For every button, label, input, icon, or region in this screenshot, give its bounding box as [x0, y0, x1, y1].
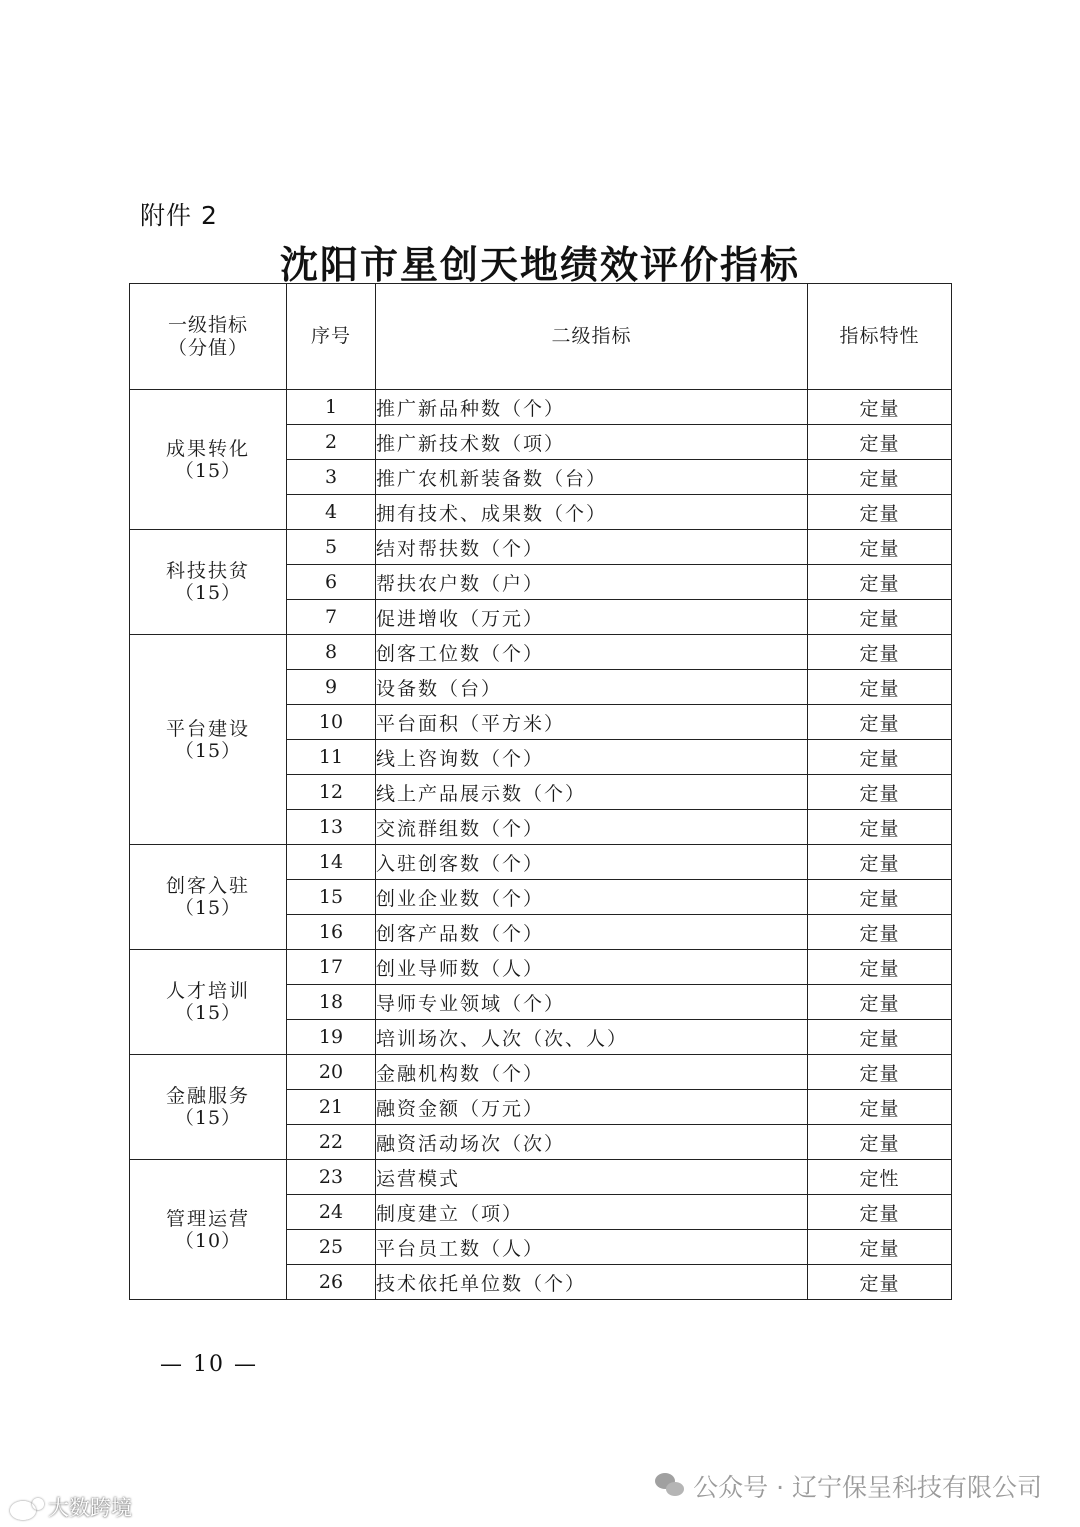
- seq-cell: 16: [287, 915, 376, 950]
- level1-indicator-cell: [130, 1055, 287, 1160]
- table-row: [130, 950, 952, 985]
- level2-indicator-cell: 创客工位数（个）: [376, 635, 808, 670]
- weibo-icon: [8, 1496, 44, 1518]
- level1-indicator-name: 成果转化: [165, 437, 250, 460]
- seq-cell: 18: [287, 985, 376, 1020]
- indicator-type-cell: 定量: [808, 740, 952, 775]
- level2-indicator-cell: 平台员工数（人）: [376, 1230, 808, 1265]
- header-seq: 序号: [287, 284, 376, 390]
- weibo-watermark-text: 大数跨境: [48, 1496, 132, 1520]
- seq-cell: 14: [287, 845, 376, 880]
- level2-indicator-cell: 入驻创客数（个）: [376, 845, 808, 880]
- level2-indicator-cell: 线上产品展示数（个）: [376, 775, 808, 810]
- level1-indicator-cell: [130, 635, 287, 845]
- level2-indicator-cell: 推广新品种数（个）: [376, 390, 808, 425]
- seq-cell: 8: [287, 635, 376, 670]
- indicator-type-cell: 定量: [808, 1090, 952, 1125]
- indicator-type-cell: 定量: [808, 705, 952, 740]
- level2-indicator-cell: 运营模式: [376, 1160, 808, 1195]
- level2-indicator-cell: 推广农机新装备数（台）: [376, 460, 808, 495]
- level1-indicator-score: （15）: [174, 582, 242, 604]
- indicator-type-cell: 定量: [808, 915, 952, 950]
- level2-indicator-cell: 推广新技术数（项）: [376, 425, 808, 460]
- level1-indicator-name: 人才培训: [165, 980, 250, 1002]
- seq-cell: 7: [287, 600, 376, 635]
- attachment-label: 附件 2: [140, 201, 218, 230]
- level2-indicator-cell: 创客产品数（个）: [376, 915, 808, 950]
- indicator-type-cell: 定量: [808, 1055, 952, 1090]
- indicator-type-cell: 定量: [808, 1265, 952, 1300]
- indicator-table: [129, 283, 952, 1300]
- indicator-type-cell: 定量: [808, 880, 952, 915]
- header-type: 指标特性: [808, 284, 952, 390]
- indicator-type-cell: 定量: [808, 775, 952, 810]
- seq-cell: 13: [287, 810, 376, 845]
- indicator-type-cell: 定量: [808, 565, 952, 600]
- table-row: [130, 530, 952, 565]
- level1-indicator-score: （15）: [174, 1002, 242, 1024]
- indicator-type-cell: 定量: [808, 1195, 952, 1230]
- table-row: [130, 845, 952, 880]
- seq-cell: 24: [287, 1195, 376, 1230]
- indicator-table-container: [129, 283, 951, 1300]
- level1-indicator-score: （10）: [174, 1229, 242, 1252]
- level1-indicator-score: （15）: [174, 739, 242, 762]
- level1-indicator-name: 平台建设: [165, 717, 250, 740]
- level2-indicator-cell: 结对帮扶数（个）: [376, 530, 808, 565]
- table-row: [130, 1160, 952, 1195]
- level2-indicator-cell: 培训场次、人次（次、人）: [376, 1020, 808, 1055]
- seq-cell: 6: [287, 565, 376, 600]
- wechat-watermark: [655, 1468, 1042, 1504]
- level1-indicator-name: 创客入驻: [165, 875, 250, 897]
- level2-indicator-cell: 促进增收（万元）: [376, 600, 808, 635]
- level2-indicator-cell: 帮扶农户数（户）: [376, 565, 808, 600]
- indicator-type-cell: 定量: [808, 845, 952, 880]
- table-body: [130, 390, 952, 1300]
- level2-indicator-cell: 线上咨询数（个）: [376, 740, 808, 775]
- seq-cell: 12: [287, 775, 376, 810]
- seq-cell: 26: [287, 1265, 376, 1300]
- indicator-type-cell: 定量: [808, 1020, 952, 1055]
- seq-cell: 20: [287, 1055, 376, 1090]
- level2-indicator-cell: 创业企业数（个）: [376, 880, 808, 915]
- indicator-type-cell: 定量: [808, 425, 952, 460]
- indicator-type-cell: 定性: [808, 1160, 952, 1195]
- weibo-watermark: [8, 1492, 132, 1522]
- level2-indicator-cell: 技术依托单位数（个）: [376, 1265, 808, 1300]
- indicator-type-cell: 定量: [808, 530, 952, 565]
- indicator-type-cell: 定量: [808, 670, 952, 705]
- level2-indicator-cell: 金融机构数（个）: [376, 1055, 808, 1090]
- indicator-type-cell: 定量: [808, 985, 952, 1020]
- seq-cell: 1: [287, 390, 376, 425]
- header-level2: 二级指标: [376, 284, 808, 390]
- level1-indicator-cell: [130, 1160, 287, 1300]
- indicator-type-cell: 定量: [808, 1125, 952, 1160]
- level2-indicator-cell: 制度建立（项）: [376, 1195, 808, 1230]
- level1-indicator-name: 科技扶贫: [165, 560, 250, 582]
- page-number: — 10 —: [160, 1352, 258, 1377]
- wechat-watermark-text: 公众号 · 辽宁保呈科技有限公司: [693, 1473, 1042, 1502]
- indicator-type-cell: 定量: [808, 1230, 952, 1265]
- document-title: 沈阳市星创天地绩效评价指标: [279, 243, 800, 287]
- indicator-type-cell: 定量: [808, 810, 952, 845]
- seq-cell: 17: [287, 950, 376, 985]
- seq-cell: 25: [287, 1230, 376, 1265]
- level1-indicator-name: 金融服务: [165, 1085, 250, 1107]
- indicator-type-cell: 定量: [808, 600, 952, 635]
- table-row: [130, 635, 952, 670]
- seq-cell: 5: [287, 530, 376, 565]
- header-level1-label: 一级指标: [167, 313, 248, 336]
- level2-indicator-cell: 融资活动场次（次）: [376, 1125, 808, 1160]
- level2-indicator-cell: 创业导师数（人）: [376, 950, 808, 985]
- level1-indicator-score: （15）: [174, 1107, 242, 1129]
- level1-indicator-score: （15）: [174, 459, 242, 482]
- table-row: [130, 1055, 952, 1090]
- header-level1-sublabel: （分值）: [167, 336, 248, 359]
- seq-cell: 21: [287, 1090, 376, 1125]
- indicator-type-cell: 定量: [808, 495, 952, 530]
- level2-indicator-cell: 设备数（台）: [376, 670, 808, 705]
- table-row: [130, 390, 952, 425]
- indicator-type-cell: 定量: [808, 635, 952, 670]
- seq-cell: 22: [287, 1125, 376, 1160]
- seq-cell: 9: [287, 670, 376, 705]
- level2-indicator-cell: 融资金额（万元）: [376, 1090, 808, 1125]
- seq-cell: 2: [287, 425, 376, 460]
- indicator-type-cell: 定量: [808, 390, 952, 425]
- seq-cell: 10: [287, 705, 376, 740]
- level1-indicator-cell: [130, 950, 287, 1055]
- indicator-type-cell: 定量: [808, 460, 952, 495]
- seq-cell: 23: [287, 1160, 376, 1195]
- seq-cell: 15: [287, 880, 376, 915]
- indicator-type-cell: 定量: [808, 950, 952, 985]
- level1-indicator-score: （15）: [174, 897, 242, 919]
- wechat-icon: [655, 1473, 685, 1499]
- level2-indicator-cell: 拥有技术、成果数（个）: [376, 495, 808, 530]
- level1-indicator-cell: [130, 390, 287, 530]
- table-header-row: [130, 284, 952, 390]
- seq-cell: 11: [287, 740, 376, 775]
- seq-cell: 4: [287, 495, 376, 530]
- level1-indicator-name: 管理运营: [165, 1207, 250, 1230]
- level1-indicator-cell: [130, 845, 287, 950]
- seq-cell: 19: [287, 1020, 376, 1055]
- level2-indicator-cell: 平台面积（平方米）: [376, 705, 808, 740]
- level2-indicator-cell: 导师专业领域（个）: [376, 985, 808, 1020]
- header-level1: [130, 284, 287, 390]
- level2-indicator-cell: 交流群组数（个）: [376, 810, 808, 845]
- seq-cell: 3: [287, 460, 376, 495]
- level1-indicator-cell: [130, 530, 287, 635]
